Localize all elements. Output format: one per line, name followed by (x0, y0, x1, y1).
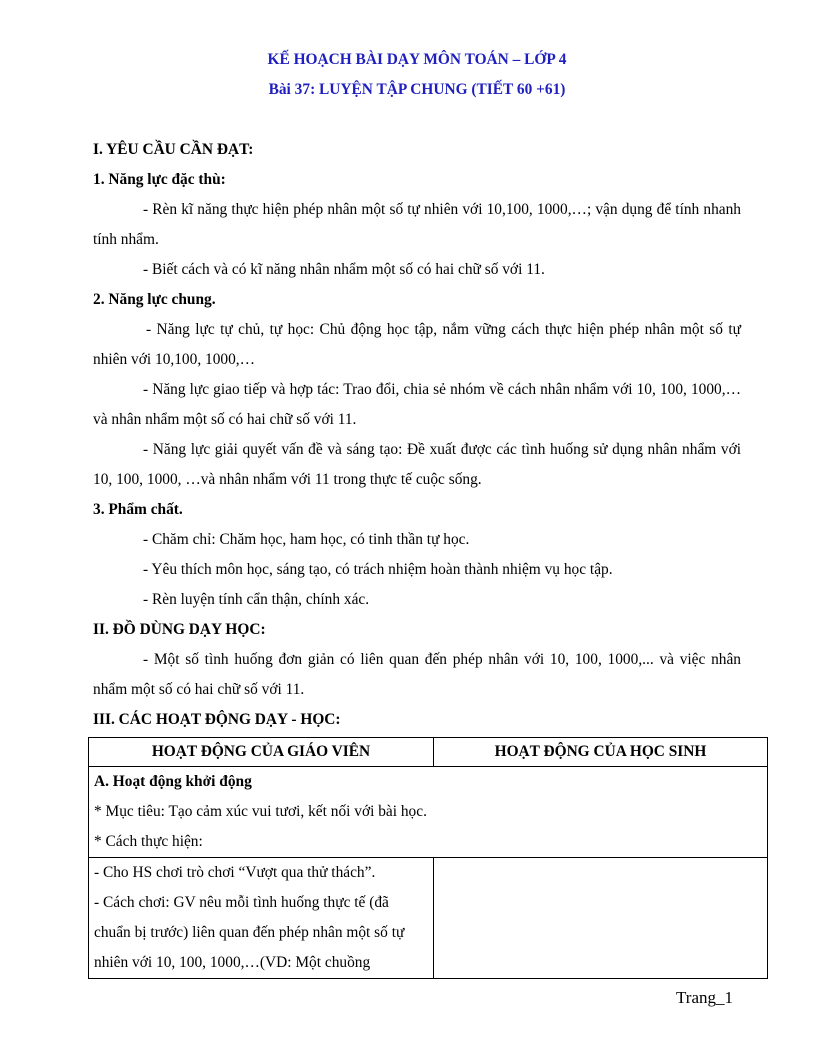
subsection-heading-general-competence: 2. Năng lực chung. (93, 291, 216, 308)
table-row (89, 767, 768, 858)
paragraph: - Rèn kĩ năng thực hiện phép nhân một số tự nhiên với 10,100, 1000,…; vận dụng để tính nhanh tính nhẩm. (93, 201, 741, 248)
paragraph: - Chăm chỉ: Chăm học, ham học, có tinh thần tự học. (143, 531, 470, 548)
paragraph: - Năng lực giải quyết vấn đề và sáng tạo: Đề xuất được các tình huống sử dụng nhân nhẩm với 10, 100, 1000, …và nhân nhẩm với 11 trong thực tế cuộc sống. (93, 441, 741, 488)
section-heading-activities: III. CÁC HOẠT ĐỘNG DẠY - HỌC: (93, 711, 341, 728)
activity-goal: * Mục tiêu: Tạo cảm xúc vui tươi, kết nối với bài học. (94, 803, 427, 820)
paragraph: - Một số tình huống đơn giản có liên quan đến phép nhân với 10, 100, 1000,... và việc nhân nhẩm một số có hai chữ số với 11. (93, 651, 741, 698)
paragraph: - Năng lực tự chủ, tự học: Chủ động học tập, nắm vững cách thực hiện phép nhân một số tự nhiên với 10,100, 1000,… (93, 321, 741, 368)
subsection-heading-specific-competence: 1. Năng lực đặc thù: (93, 171, 226, 188)
paragraph: - Năng lực giao tiếp và hợp tác: Trao đổi, chia sẻ nhóm về cách nhân nhẩm với 10, 100, 1000,…và nhân nhẩm một số có hai chữ số với 11. (93, 381, 741, 428)
section-heading-materials: II. ĐỒ DÙNG DẠY HỌC: (93, 621, 266, 638)
student-column-header: HOẠT ĐỘNG CỦA HỌC SINH (434, 738, 768, 767)
activities-table (88, 737, 768, 979)
activity-title: A. Hoạt động khởi động (94, 773, 252, 790)
teacher-column-header: HOẠT ĐỘNG CỦA GIÁO VIÊN (89, 738, 434, 767)
student-activity-cell (434, 858, 768, 979)
document-title: KẾ HOẠCH BÀI DẠY MÔN TOÁN – LỚP 4 (267, 51, 567, 68)
table-header-row (89, 738, 768, 767)
table-row (89, 858, 768, 979)
paragraph: - Biết cách và có kĩ năng nhân nhẩm một số có hai chữ số với 11. (143, 261, 545, 278)
paragraph: - Yêu thích môn học, sáng tạo, có trách nhiệm hoàn thành nhiệm vụ học tập. (143, 561, 613, 578)
page-number: Trang_1 (676, 988, 733, 1007)
teacher-activity-cell (89, 858, 434, 979)
activity-intro-cell (89, 767, 768, 858)
activity-method: * Cách thực hiện: (94, 833, 203, 850)
subsection-heading-qualities: 3. Phẩm chất. (93, 501, 183, 518)
paragraph: - Rèn luyện tính cẩn thận, chính xác. (143, 591, 370, 608)
lesson-subtitle: Bài 37: LUYỆN TẬP CHUNG (TIẾT 60 +61) (268, 81, 566, 98)
document-body (93, 135, 741, 735)
teacher-line: - Cho HS chơi trò chơi “Vượt qua thử thách”. (94, 864, 376, 881)
teacher-line: - Cách chơi: GV nêu mỗi tình huống thực tế (đã chuẩn bị trước) liên quan đến phép nhân một số tự nhiên với 10, 100, 1000,…(VD: Một chuồng (94, 894, 405, 971)
section-heading-requirements: I. YÊU CẦU CẦN ĐẠT: (93, 141, 254, 158)
